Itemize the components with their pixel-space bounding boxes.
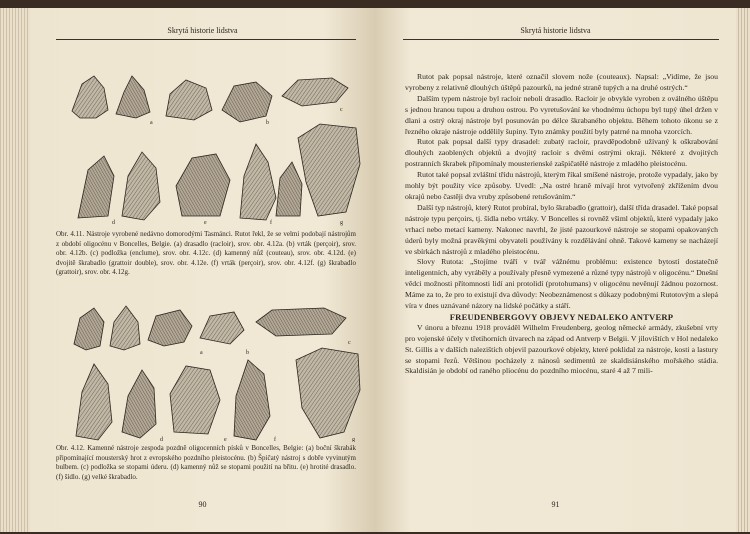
paragraph: Rutot pak popsal nástroje, které označil slovem nože (couteaux). Napsal: „Vidíme, že jsou vyrobeny z relativně dlouhých úštěpů pazourků, na jedné straně tupých a na druhé ostrých.“: [405, 72, 718, 92]
fig1-label-g: g: [340, 220, 343, 226]
tool-d2: [122, 152, 160, 220]
fig2-label-d: d: [160, 437, 163, 442]
figure-4-12-boncelles-tools: [70, 300, 362, 442]
paragraph: Rutot pak popsal další typy drasadel: zubatý racloir, pravděpodobně užívaný k oškrabování dlouhých zaoblených objektů a dvojitý racloir s dvěmi ostrými okraji. Některé z dvojitých postranních škrabek připomínaly mousterienské zašpičatělé nástroje z mladého pleistocénu.: [405, 137, 718, 169]
fig2-label-f: f: [274, 437, 276, 442]
tool-g-grattoir: [298, 124, 360, 216]
section-title: FREUDENBERGOVY OBJEVY NEDALEKO ANTVERP: [449, 311, 674, 322]
tool-c-enclume-1: [222, 82, 272, 122]
page-number-right: 91: [551, 500, 560, 509]
tool-f2: [276, 162, 302, 216]
tool-e-grattoir-double: [176, 154, 230, 216]
tool-d-couteau: [78, 156, 114, 218]
tool-12a: [74, 308, 104, 350]
tool-12c-1: [148, 310, 192, 346]
tool-12b: [110, 306, 140, 350]
tool-12e: [170, 366, 220, 434]
tool-12f: [234, 360, 270, 440]
paragraph: Slovy Rutota: „Stojíme tváří v tvář vážnému problému: existence bytostí dostatečně inteligentních, aby vyráběly a používaly přesně vymezené a různé typy nástrojů v oligocénu.“ Dnešní vědci možnosti přítomnosti lidí ani protolidí (protohumans) v oligocénu nevěnují žádnou pozornost. Máme za to, že pro to existují dva důvody: Neobeznámenost s důkazy podobnými Rutotovým a slepá víra v dnes uznávané názory na lidské počátky a stáří.: [405, 257, 718, 311]
fig1-label-b: b: [266, 120, 269, 126]
fig2-label-b: b: [246, 350, 249, 356]
tool-c-enclume-2: [282, 78, 348, 106]
fig1-label-a: a: [150, 120, 153, 126]
fig2-label-c: c: [348, 340, 351, 346]
fig1-label-d: d: [112, 220, 115, 226]
tool-12c-2: [200, 312, 244, 344]
fig2-label-e: e: [224, 437, 227, 442]
tool-b2: [166, 80, 212, 120]
left-page: [30, 8, 375, 532]
tool-12d-2: [122, 370, 156, 438]
header-rule: [56, 39, 356, 40]
right-page: [375, 8, 736, 532]
tool-f-percoir: [240, 144, 276, 220]
running-header: Skrytá historie lidstva: [520, 26, 591, 35]
fig2-label-a: a: [200, 350, 203, 356]
page-number-left: 90: [198, 500, 207, 509]
figure-4-11-caption: Obr. 4.11. Nástroje vyrobené nedávno domorodými Tasmánci. Rutot řekl, že se velmi podobají nástrojům z období oligocénu v Boncelles, Belgie. (a) drasadlo (racloir), srov. obr. 4.12a. (b) vrták (perçoir), srov. obr. 4.12b. (c) podložka (enclume), srov. obr. 4.12c. (d) kamenný nůž (couteau), srov. obr. 4.12d. (e) dvojitě škrabadlo (grattoir double), srov. obr. 4.12e. (f) vrták (perçoir), srov. obr. 4.12f. (g) škrabadlo (grattoir), srov. obr. 4.12g.: [56, 230, 356, 277]
paragraph: Rutot také popsal zvláštní třídu nástrojů, kterým říkal smíšené nástroje, protože vypadaly, jako by mohly být použity více způsoby. Uvedl: „Na ostré hraně mívají hrot vytvořený zkřížením dvou okrajů nebo častěji dva vruby způsobené retušováním.“: [405, 170, 718, 201]
page-edges-left: [0, 8, 30, 532]
fig1-label-c: c: [340, 107, 343, 113]
paragraph: V únoru a březnu 1918 prováděl Wilhelm Freudenberg, geolog německé armády, zkušební vrty pro vojenské účely v třetihorních útvarech na západ od Antverp v Belgii. V jílovištích v Hol nedaleko St. Gillis a v dalších nalezištích objevil pazourkové objekty, které poklidal za nástroje, kosti a lastury se stopami řezů. Většinou pocházely z nánosů sedimentů ze skaldisiánského mořského stádia. Skaldisián je období od raného pliocénu do pozdního miocénu, staré 4 až 7 mili-: [405, 322, 718, 376]
tool-a-racloir: [72, 76, 108, 118]
fig1-label-f: f: [270, 220, 272, 226]
running-header: Skrytá historie lidstva: [167, 26, 238, 35]
page-edges-right: [736, 8, 750, 532]
header-rule: [403, 39, 719, 40]
tool-12g: [296, 348, 360, 438]
paragraph: Další typ nástrojů, který Rutot probíral, bylo škrabadlo (grattoir), další třída drasadel. Také popsal nástroje typu perçoirs, tj. šídla nebo vrtáky. V Boncelles si rovněž všiml objektů, které vypadaly jako vrhací nebo metací kameny. Nakonec navrhl, že jisté pazourkové nástroje se stopami opakovaných úderů byly možná pravěkými obyvateli používány k rozdělávání ohně. Takové kameny se nacházejí ve sbírkách nástrojů z mladého pleistocénu.: [405, 202, 718, 256]
body-text: [405, 72, 718, 377]
fig2-label-g: g: [352, 437, 355, 442]
fig1-label-e: e: [204, 220, 207, 226]
figure-4-11-tasmanian-tools: [70, 66, 362, 226]
paragraph: Dalším typem nástroje byl racloir neboli drasadlo. Racloir je obvykle vyroben z oválného úštěpu s jednou hranou tupou a druhou ostrou. Po vyretušování ke vhodnému úchopu byl tupý úhel držen v dlani a ostrý okraj nástroje byl posunován po délce škrabaného objektu. Během tohoto úkonu se z řezného okraje nástroje oddělily šupiny. Tyto známky použití byly patrné na mnoha vzorcích.: [405, 93, 718, 136]
figure-4-12-caption: Obr. 4.12. Kamenné nástroje zespoda pozdně oligocenních písků v Boncelles, Belgie: (a) boční škrabák připomínající mousterský hrot z evropského pozdního pleistocénu. (b) Špičatý nástroj s dobře vyvinutým bulbem. (c) podložka se stopami úderu. (d) kamenný nůž se stopami použití na břitu. (e) hrotité drasadlo. (f) šídlo. (g) velké škrabadlo.: [56, 444, 356, 481]
tool-12d-1: [76, 364, 112, 440]
tool-12c-3: [256, 308, 346, 336]
tool-b-percoir: [116, 76, 150, 118]
